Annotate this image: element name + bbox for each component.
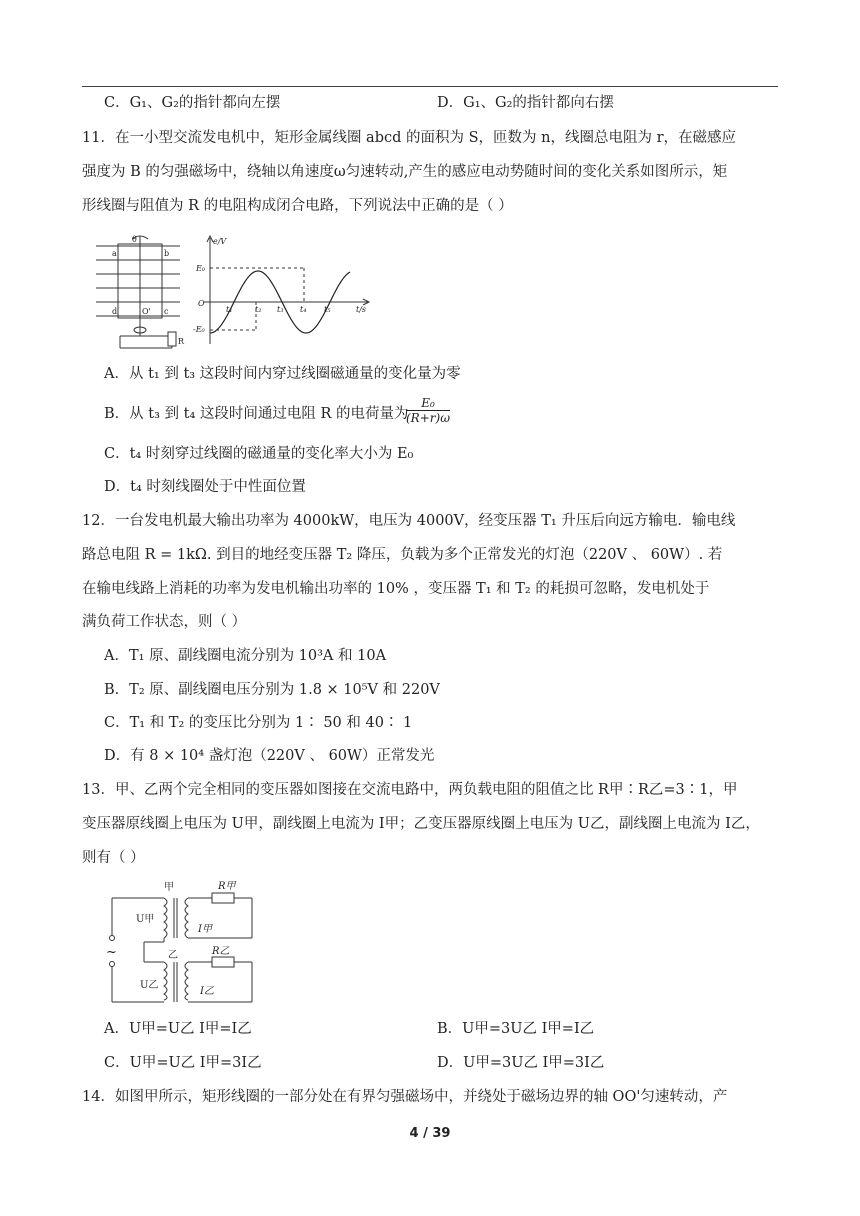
graph-tick-t1: t₁ (226, 305, 233, 314)
fraction-numerator: E₀ (406, 396, 450, 411)
coil-label-theta: θ (132, 235, 137, 244)
ac-source-symbol: ~ (106, 945, 117, 960)
graph-axis-t: t/s (356, 305, 367, 314)
q11-stem-line-1: 11．在一小型交流发电机中，矩形金属线圈 abcd 的面积为 S，匝数为 n，线圈总电阻为 r，在磁感应 (82, 130, 737, 146)
q12-stem-line-2: 路总电阻 R = 1kΩ. 到目的地经变压器 T₂ 降压，负载为多个正常发光的灯泡（220V 、 60W）. 若 (82, 547, 723, 563)
q12-option-d: D．有 8 × 10⁴ 盏灯泡（220V 、 60W）正常发光 (104, 748, 435, 764)
q13-label-u-yi: U乙 (140, 980, 159, 991)
q13-label-r-jia: R甲 (218, 881, 236, 892)
q13-label-r-yi: R乙 (212, 946, 230, 957)
q11-option-b-fraction (406, 396, 450, 425)
q13-option-b: B．U甲=3U乙 I甲=I乙 (437, 1021, 595, 1037)
fraction-denominator: (R+r)ω (406, 411, 450, 425)
q13-stem-line-1: 13．甲、乙两个完全相同的变压器如图接在交流电路中，两负载电阻的阻值之比 R甲∶R乙=3∶1，甲 (82, 782, 738, 798)
q11-stem-line-3: 形线圈与阻值为 R 的电阻构成闭合电路，下列说法中正确的是（ ） (82, 198, 513, 214)
q11-option-b: B．从 t₃ 到 t₄ 这段时间通过电阻 R 的电荷量为 (104, 406, 409, 422)
q11-option-c: C．t₄ 时刻穿过线圈的磁通量的变化率大小为 E₀ (104, 446, 414, 462)
q13-option-d: D．U甲=3U乙 I甲=3I乙 (437, 1055, 605, 1071)
graph-tick-t2: t₂ (255, 305, 262, 314)
q13-option-c: C．U甲=U乙 I甲=3I乙 (104, 1055, 262, 1071)
q13-figure (100, 876, 260, 1006)
q12-option-b: B．T₂ 原、副线圈电压分别为 1.8 × 10⁵V 和 220V (104, 682, 440, 698)
graph-tick-t5: t₅ (324, 305, 331, 314)
header-rule (82, 86, 778, 87)
q13-option-a: A．U甲=U乙 I甲=I乙 (104, 1021, 252, 1037)
q14-stem-line-1: 14．如图甲所示，矩形线圈的一部分处在有界匀强磁场中，并绕处于磁场边界的轴 OO'匀速转动，产 (82, 1089, 728, 1105)
q12-option-a: A．T₁ 原、副线圈电流分别为 10³A 和 10A (104, 648, 387, 664)
q12-stem-line-1: 12．一台发电机最大输出功率为 4000kW，电压为 4000V，经变压器 T₁ 升压后向远方输电．输电线 (82, 513, 736, 529)
q13-label-yi: 乙 (168, 950, 178, 961)
graph-origin: O (198, 299, 205, 308)
graph-axis-e: e/V (213, 237, 227, 246)
q13-label-i-jia: I甲 (198, 924, 212, 935)
q12-stem-line-4: 满负荷工作状态，则（ ） (82, 614, 247, 630)
q13-stem-line-2: 变压器原线圈上电压为 U甲，副线圈上电流为 I甲；乙变压器原线圈上电压为 U乙，副线圈上电流为 I乙， (82, 816, 760, 832)
coil-label-o-prime: O' (142, 307, 151, 316)
q11-figure (92, 232, 378, 354)
coil-label-a: a (112, 249, 117, 258)
q13-label-i-yi: I乙 (200, 986, 214, 997)
coil-label-r: R (178, 337, 185, 346)
q11-option-a: A．从 t₁ 到 t₃ 这段时间内穿过线圈磁通量的变化量为零 (104, 366, 461, 382)
coil-label-d: d (112, 307, 118, 316)
prev-option-d: D．G₁、G₂的指针都向右摆 (437, 95, 614, 111)
q13-label-jia: 甲 (164, 882, 174, 893)
graph-neg-e0: -E₀ (193, 325, 205, 334)
emf-graph (204, 236, 369, 344)
q13-label-u-jia: U甲 (136, 914, 155, 925)
prev-option-c: C．G₁、G₂的指针都向左摆 (104, 95, 281, 111)
q11-stem-line-2: 强度为 B 的匀强磁场中，绕轴以角速度ω匀速转动,产生的感应电动势随时间的变化关系如图所示，矩 (82, 164, 728, 180)
q11-option-d: D．t₄ 时刻线圈处于中性面位置 (104, 479, 306, 495)
coil-label-b: b (164, 249, 170, 258)
q13-stem-line-3: 则有（ ） (82, 850, 145, 866)
graph-e0: E₀ (196, 264, 206, 273)
graph-tick-t4: t₄ (300, 305, 307, 314)
q12-option-c: C．T₁ 和 T₂ 的变压比分别为 1∶ 50 和 40∶ 1 (104, 715, 413, 731)
page-number: 4 / 39 (409, 1126, 451, 1141)
graph-tick-t3: t₃ (277, 305, 284, 314)
coil-label-c: c (164, 307, 169, 316)
q12-stem-line-3: 在输电线路上消耗的功率为发电机输出功率的 10% ，变压器 T₁ 和 T₂ 的耗损可忽略，发电机处于 (82, 581, 710, 597)
